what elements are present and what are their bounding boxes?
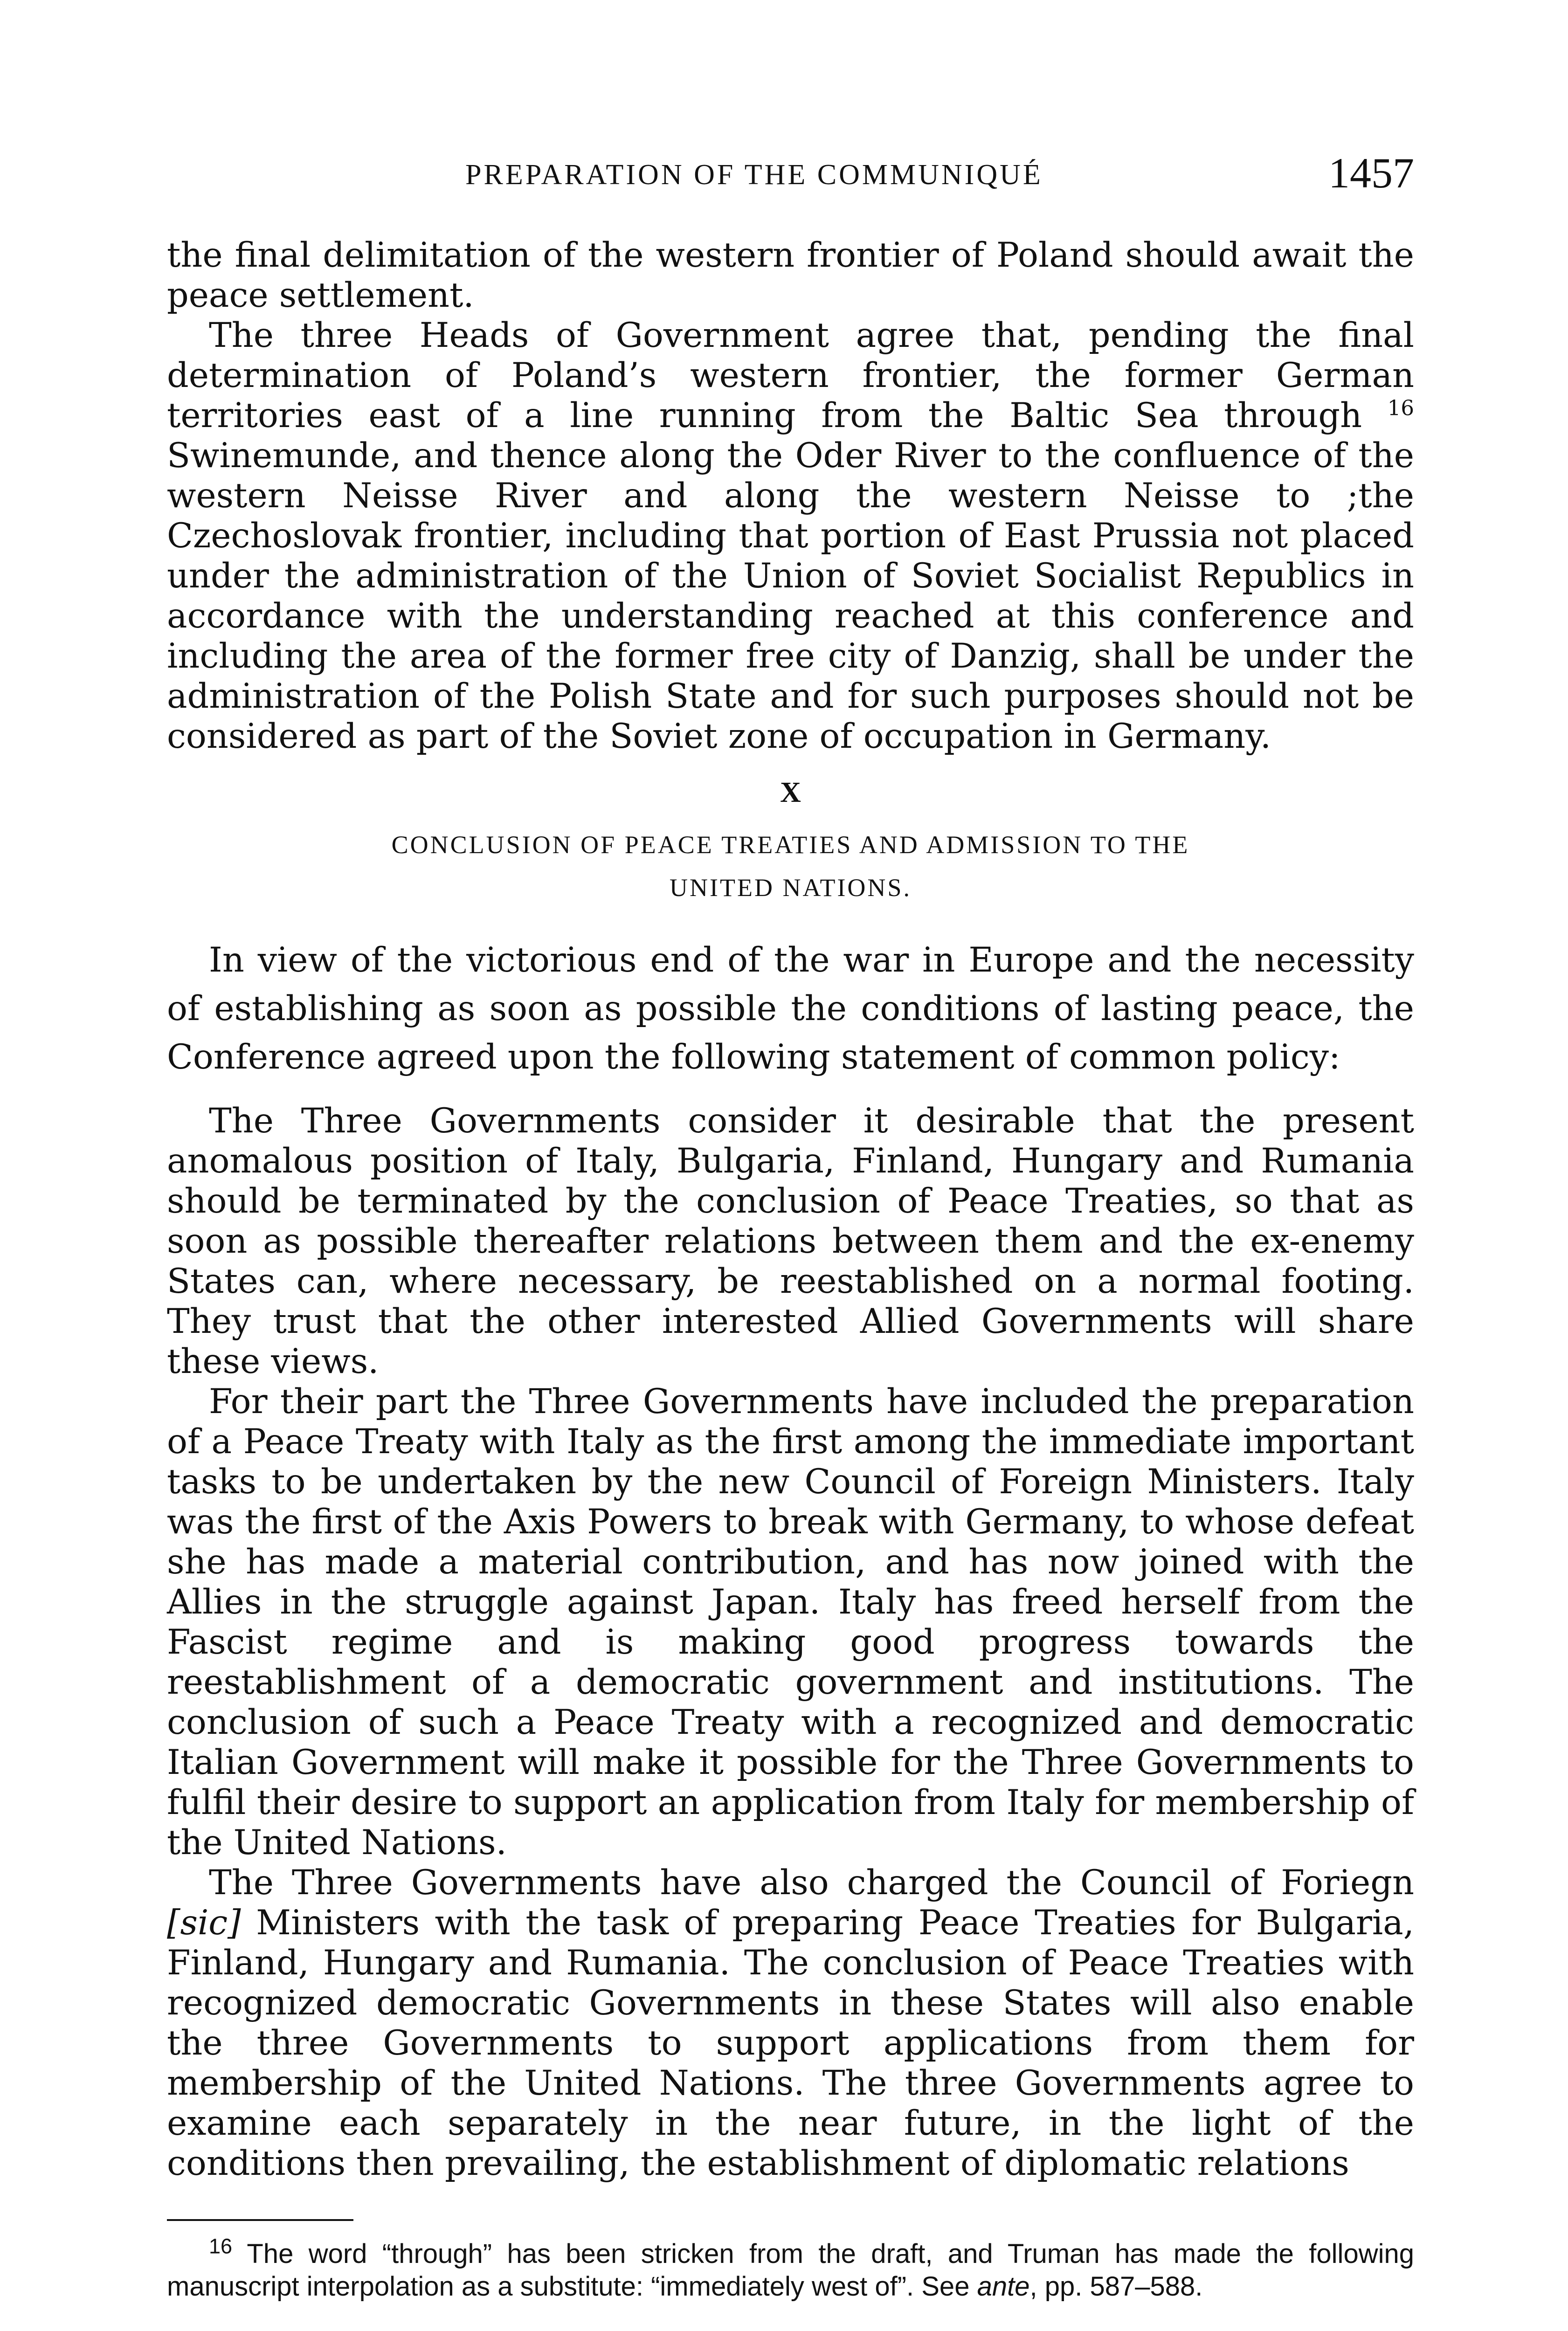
footnote-ante: ante bbox=[977, 2271, 1030, 2302]
section-title-line1: CONCLUSION OF PEACE TREATIES AND ADMISSION TO THE bbox=[391, 831, 1190, 859]
footnote-text-part1: The word “through” has been stricken from the draft, and Truman has made the following manuscript interpolation as a substitute: “immediately west of”. See bbox=[167, 2239, 1414, 2302]
paragraph-continuation: the final delimitation of the western frontier of Poland should await the peace settlement. bbox=[167, 235, 1414, 315]
paragraph-peace-treaties: The Three Governments consider it desirable that the present anomalous position of Italy, Bulgaria, Finland, Hungary and Rumania should be terminated by the conclusion of Peace Treaties, so that as soon as possible thereafter relations between them and the ex-enemy States can, where necessary, be reestablished on a normal footing. They trust that the other interested Allied Governments will share these views. bbox=[167, 1101, 1414, 1381]
footnote-text-part2: , pp. 587–588. bbox=[1029, 2271, 1203, 2302]
paragraph-intro: In view of the victorious end of the war in Europe and the necessity of establishing as soon as possible the conditions of lasting peace, the Conference agreed upon the following statement of common policy: bbox=[167, 940, 1414, 1077]
section-number: X bbox=[780, 777, 801, 808]
footnotes bbox=[167, 2234, 1414, 2303]
footnote-ref-16: 16 bbox=[1387, 395, 1414, 421]
running-title: PREPARATION OF THE COMMUNIQUÉ bbox=[465, 159, 1043, 191]
paragraph-frontier-part1: The three Heads of Government agree that, pending the final determination of Poland’s western frontier, the former German territories east of a line running from the Baltic Sea through bbox=[167, 316, 1414, 435]
footnote-number: 16 bbox=[209, 2234, 233, 2258]
running-head bbox=[167, 148, 1414, 204]
sic-note: [sic] bbox=[167, 1903, 241, 1943]
paragraph-frontier bbox=[167, 316, 1414, 757]
paragraph-italy: For their part the Three Governments have included the preparation of a Peace Treaty with Italy as the first among the immediate important tasks to be undertaken by the new Council of Foreign Ministers. Italy was the first of the Axis Powers to break with Germany, to whose defeat she has made a material contribution, and has now joined with the Allies in the struggle against Japan. Italy has freed herself from the Fascist regime and is making good progress towards the reestablishment of a democratic government and institutions. The conclusion of such a Peace Treaty with a recognized and democratic Italian Government will make it possible for the Three Governments to fulfil their desire to support an application from Italy for membership of the United Nations. bbox=[167, 1382, 1414, 1862]
main-text bbox=[167, 235, 1414, 757]
paragraph-council bbox=[167, 1863, 1414, 2184]
section-body bbox=[167, 936, 1414, 2184]
paragraph-frontier-part2: Swinemunde, and thence along the Oder River to the confluence of the western Neisse River and along the western Neisse to ;the Czechoslovak frontier, including that portion of East Prussia not placed under the administration of the Union of Soviet Socialist Republics in accordance with the understanding reached at this conference and including the area of the former free city of Danzig, shall be under the administration of the Polish State and for such purposes should not be considered as part of the Soviet zone of occupation in Germany. bbox=[167, 436, 1414, 756]
paragraph-council-part1: The Three Governments have also charged the Council of Foriegn bbox=[209, 1863, 1414, 1903]
footnote-16 bbox=[167, 2234, 1414, 2303]
section-heading bbox=[167, 776, 1414, 909]
paragraph-council-part2: Ministers with the task of preparing Peace Treaties for Bulgaria, Finland, Hungary and Rumania. The conclusion of Peace Treaties with recognized democratic Governments in these States will also enable the three Governments to support applications from them for membership of the United Nations. The three Governments agree to examine each separately in the near future, in the light of the conditions then prevailing, the establishment of diplomatic relations bbox=[167, 1903, 1414, 2183]
page-number: 1457 bbox=[1328, 149, 1414, 197]
footnote-rule bbox=[167, 2219, 353, 2221]
section-title-line2: UNITED NATIONS. bbox=[670, 874, 912, 902]
